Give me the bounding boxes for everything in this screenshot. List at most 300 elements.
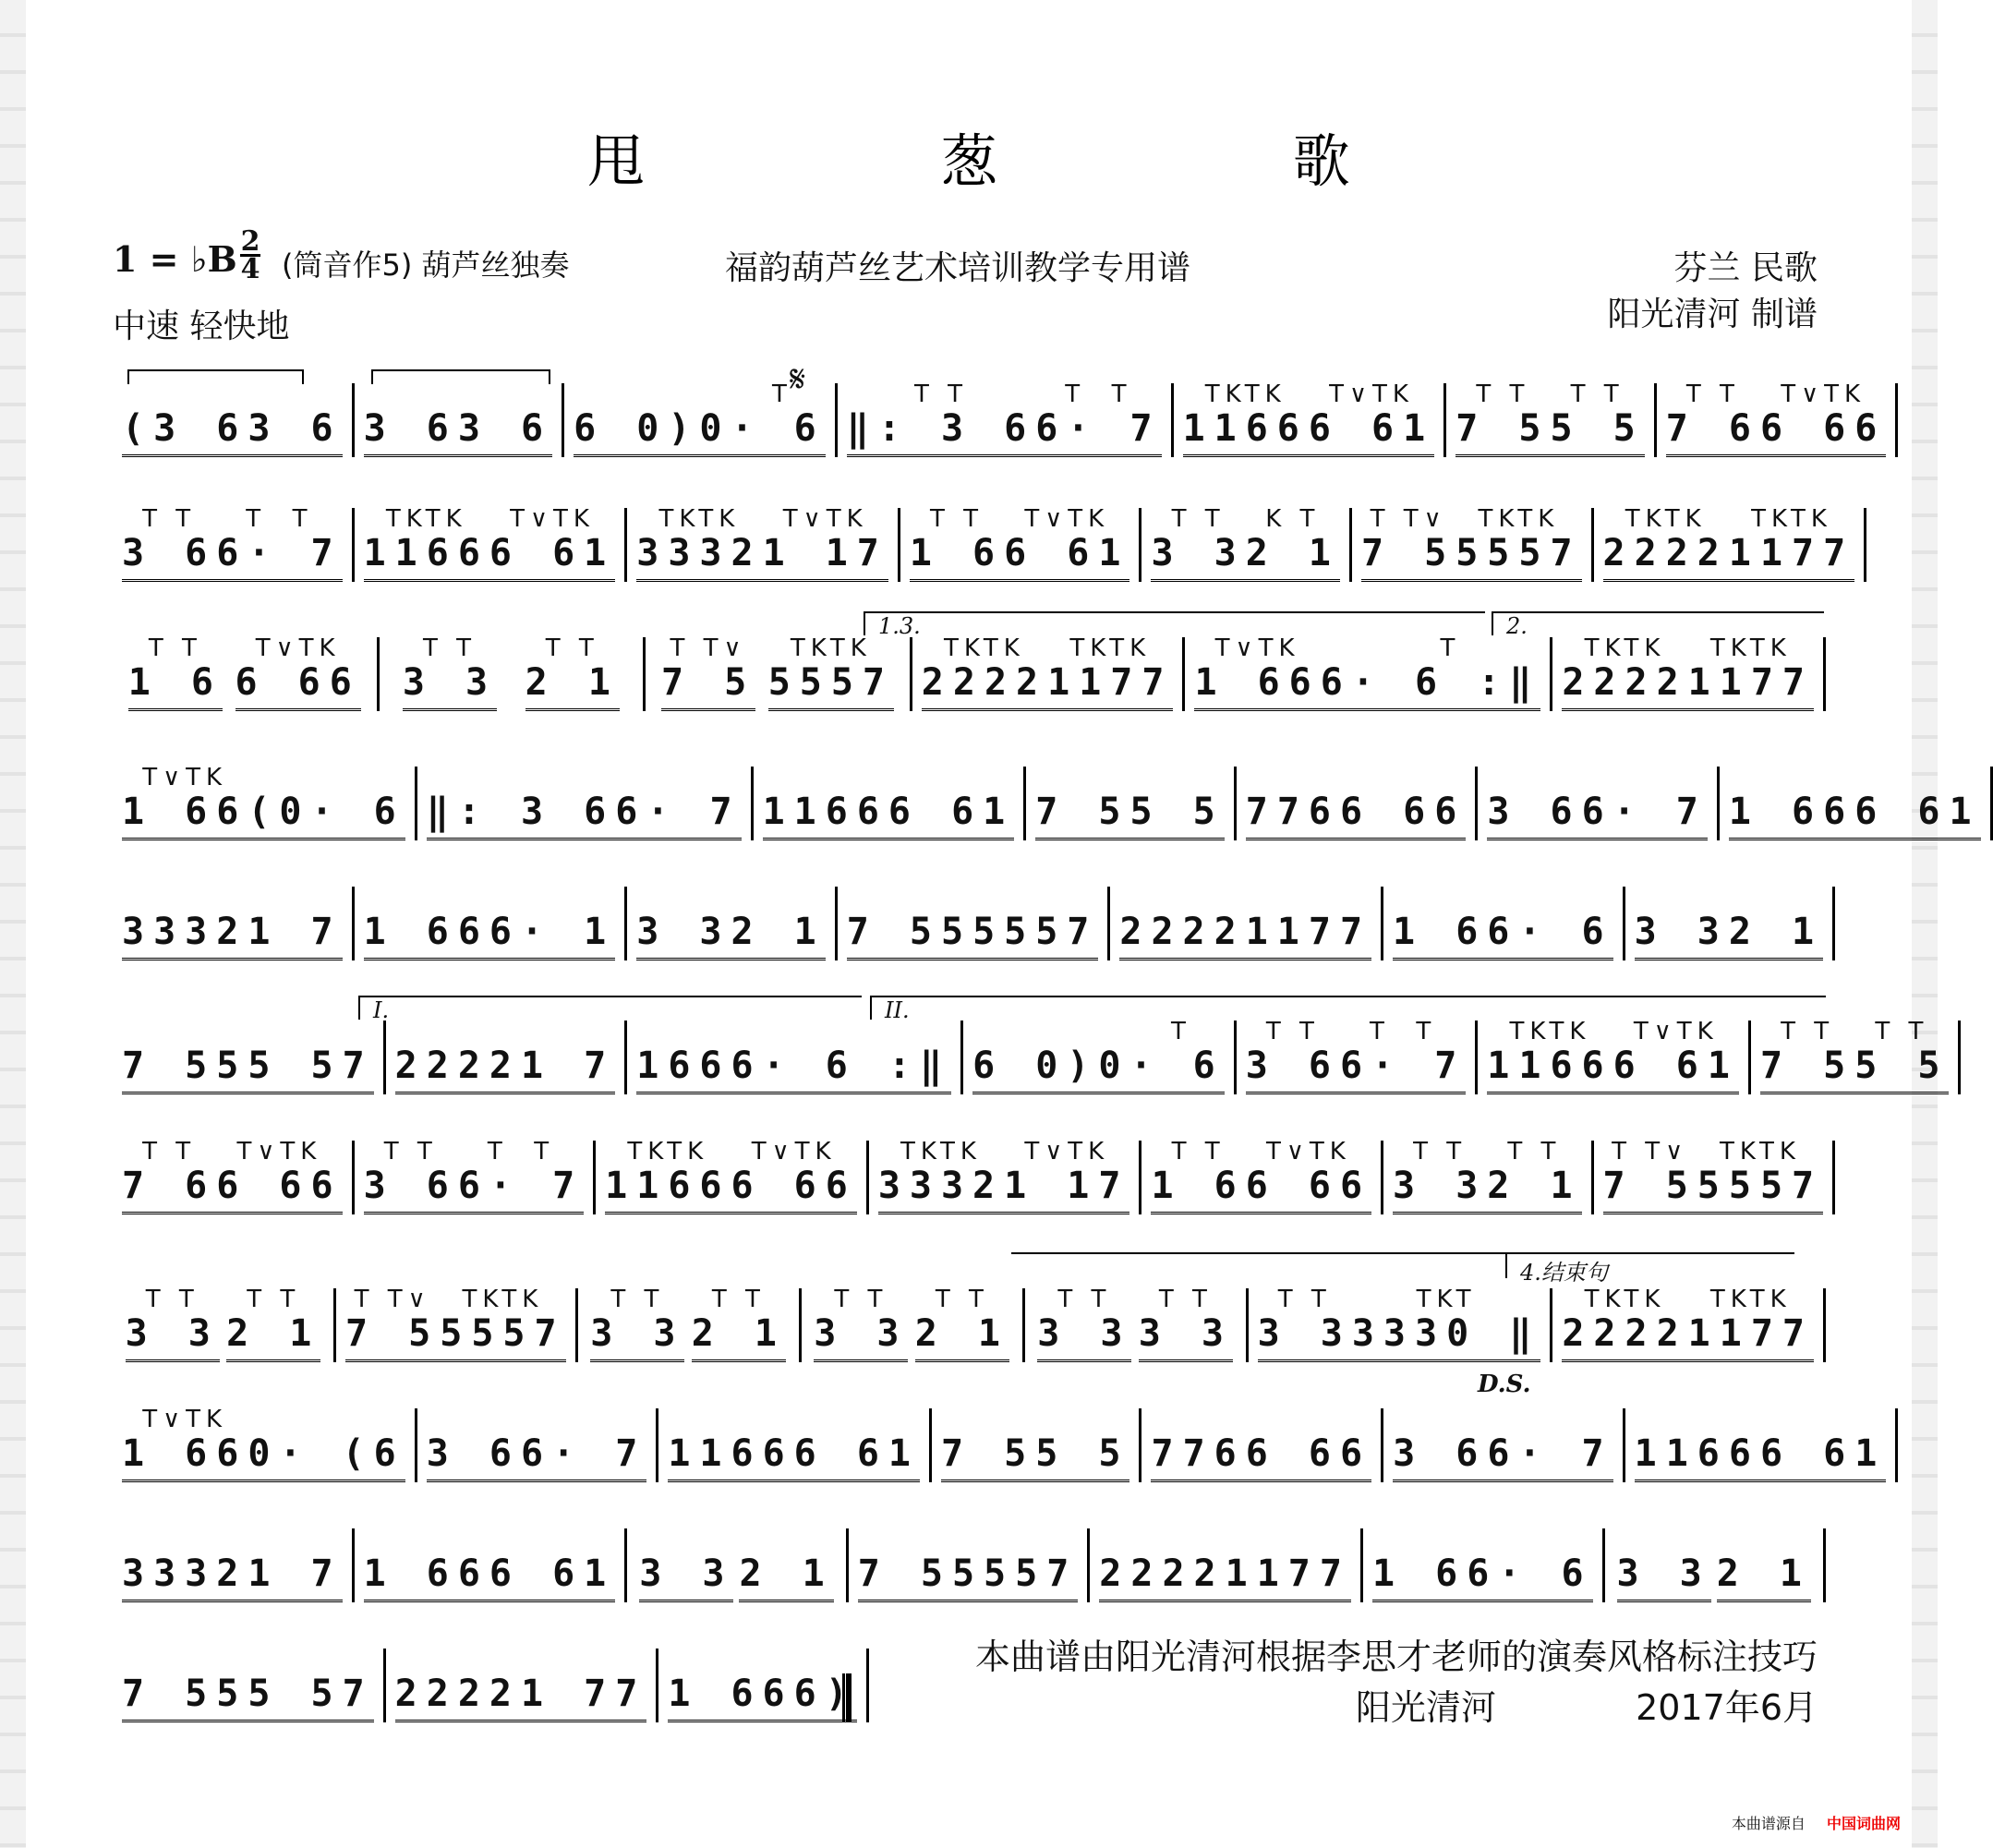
note-group: 6 66 [1246,1166,1371,1214]
beat [395,1018,521,1094]
technique-marks: T∨TK [751,1138,837,1166]
technique-marks: T T [930,505,984,533]
note-group: 2 1 [731,912,825,960]
note-group: 7 5 [1035,791,1129,840]
note-group: 6 61 [1309,408,1434,457]
beat [248,1526,342,1602]
measure [1383,887,1625,960]
footer-date: 2017年6月 [1636,1687,1818,1728]
beat [248,380,342,457]
technique-marks: T T [148,634,202,662]
measure [1657,380,1899,457]
technique-marks: T∨TK [1024,505,1110,533]
volta-4: 4.结束句 [1505,1254,1794,1278]
note-group: 5557 [952,1553,1078,1602]
beat [1047,634,1173,711]
beat [364,505,489,582]
beat [878,1138,1004,1214]
measure [1605,1528,1826,1602]
note-group: 6· 7 [216,533,342,582]
note-group: 1 66 [1194,662,1320,711]
beat [1617,1526,1711,1602]
beat [910,505,1004,582]
note-group: 1 17 [1004,1166,1129,1214]
beat [128,634,223,711]
technique-marks: T T [610,1286,665,1313]
technique-marks: T∨TK [1633,1018,1719,1045]
note-group: 3 3 [1635,912,1729,960]
measure [113,1528,355,1602]
beat [1340,764,1466,840]
volta-1-3: 1.3. [864,611,1485,635]
technique-marks: T T [834,1286,888,1313]
note-group: 1 7 [248,1553,342,1602]
measure [1174,380,1447,457]
technique-marks: T T [913,380,968,408]
volta-II: II. [870,996,1826,1020]
measure [646,634,912,711]
beat [1455,505,1581,582]
note-group: 2 1 [915,1313,1009,1362]
note-group: 6 61 [489,1553,615,1602]
note-group: 6· 6 [1487,912,1613,960]
note-group: 3 3 [814,1313,908,1362]
note-group: 5 57 [248,1673,373,1722]
measure [113,1288,336,1362]
note-group: 1177 [1226,1553,1351,1602]
technique-marks: T T [247,1286,301,1313]
technique-marks: T∨TK [1214,634,1300,662]
beat [1151,1406,1245,1482]
note-group: 3 6 [248,408,342,457]
note-group: 7 55 [122,1673,248,1722]
beat [521,1018,615,1094]
beat [941,1406,1035,1482]
measure [1446,380,1657,457]
key-signature: 1 = ♭B [113,238,237,280]
beat [692,1286,786,1362]
note-group: 1 77 [521,1673,646,1722]
measure [113,887,355,960]
technique-marks: TKTK [900,1138,982,1166]
beat [1099,1526,1225,1602]
beat [763,505,888,582]
beat [636,884,731,960]
measure [113,383,355,457]
note-group: 5557 [1697,1166,1823,1214]
technique-marks: TKTK [790,634,872,662]
measure [1625,887,1836,960]
note-group: 7 55 [122,1045,248,1094]
technique-marks: T T [1875,1018,1929,1045]
beat [489,884,615,960]
note-group: 2 1 [1717,1553,1811,1602]
measure [113,1649,386,1722]
beat [1760,1018,1854,1094]
beat [1151,1138,1245,1214]
beat [440,1286,565,1362]
note-group: 2 1 [739,1553,833,1602]
technique-marks: T T [1507,1138,1562,1166]
note-group: 2 1 [525,662,620,711]
measure [627,1021,963,1094]
measure [849,1528,1091,1602]
beat [216,505,342,582]
note-group: 3 3 [1139,1313,1233,1362]
beat [1717,1526,1811,1602]
note-group: 776 [1246,791,1340,840]
beat [122,1406,248,1482]
technique-marks: T∨TK [255,634,341,662]
beat [122,1526,248,1602]
note-group: 6 66 [731,1166,856,1214]
beat [615,764,741,840]
score-system [113,1630,857,1722]
note-group: 1177 [1688,662,1814,711]
measure [386,1021,628,1094]
technique-marks: T T [142,1138,197,1166]
beat [1487,764,1581,840]
measure [1237,767,1479,840]
note-group: 3 3 [590,1313,684,1362]
note-group: 1 66 [364,912,489,960]
beat [1635,1406,1760,1482]
measure [912,634,1186,711]
beat [1487,1018,1613,1094]
note-group: 1 6 [910,533,1004,582]
composer: 芬兰 民歌 [1673,249,1818,287]
measure [1552,1288,1826,1362]
beat [1666,380,1760,457]
note-group: 3 3 [636,912,731,960]
technique-marks: TKTK [658,505,741,533]
beat [1321,634,1541,711]
technique-marks: T T [1065,380,1132,408]
measure [627,1528,848,1602]
note-group: 6· 7 [521,1433,646,1482]
beat [1129,764,1224,840]
note-group: (0· 6 [248,791,405,840]
beat [489,505,615,582]
technique-marks: T T∨ [1612,1138,1689,1166]
note-group: 7 5 [661,662,755,711]
beat [858,1526,952,1602]
measure [355,1528,628,1602]
beat [1487,1138,1581,1214]
final-barline [842,1673,852,1721]
beat [122,764,248,840]
measure [963,1018,1237,1094]
measure [1594,505,1867,582]
note-group: 3 6 [122,533,216,582]
footer-author: 阳光清河 [1356,1687,1497,1728]
beat [639,1526,733,1602]
technique-marks: K T [1265,505,1321,533]
note-group: 1166 [1635,1433,1760,1482]
technique-marks: T∨TK [1265,1138,1351,1166]
beat [226,1286,320,1362]
beat [605,1138,731,1214]
note-group: 5 5 [1129,791,1224,840]
beat [122,884,248,960]
note-group: 1 66 [364,1553,489,1602]
score-system [113,868,1826,960]
measure [1110,887,1383,960]
technique-marks: TKTK [462,1286,544,1313]
technique-marks: T T [1413,1138,1468,1166]
beat [364,1526,489,1602]
technique-marks: T∨TK [1781,380,1866,408]
note-group: 0· 6 [699,408,825,457]
measure [1025,1288,1249,1362]
measure [627,887,838,960]
beat [1226,1526,1351,1602]
technique-marks: T T [1277,1286,1332,1313]
technique-marks: T∨TK [782,505,868,533]
note-group: 3 3 [1258,1313,1352,1362]
beat [1151,505,1245,582]
intro-phrase-bracket [371,369,550,384]
measure [113,505,355,582]
beat [216,1138,342,1214]
note-group: 3 6 [364,1166,458,1214]
score-system [113,1390,1887,1482]
note-group: 1177 [1047,662,1173,711]
beat [1467,1526,1592,1602]
note-group: 1 7 [248,912,342,960]
note-group: 1177 [1688,1313,1814,1362]
note-group: 3 3 [1617,1553,1711,1602]
measure [113,1021,386,1094]
beat [345,1286,440,1362]
note-group: 7 5 [1455,408,1550,457]
technique-marks: T T [1570,380,1625,408]
measure [355,887,628,960]
note-group: 6 66 [1246,1433,1371,1482]
note-group: 6· 6 :‖ [731,1045,951,1094]
note-group: 6) [794,1673,857,1722]
measure [113,1138,355,1214]
beat [1393,1138,1487,1214]
note-group: 0· (6 [248,1433,405,1482]
beat [1258,1286,1352,1362]
technique-marks: TKTK [1751,505,1832,533]
measure [900,505,1142,582]
note-group: 1 6 [128,662,223,711]
note-group: 2 1 [692,1313,786,1362]
beat [1035,764,1129,840]
technique-marks: T T [711,1286,766,1313]
beat [489,1526,615,1602]
technique-marks: T∨TK [142,1406,228,1433]
note-group: 3 6 [1393,1433,1487,1482]
beat [122,505,216,582]
technique-marks: T T [1265,1018,1320,1045]
measure [380,634,646,711]
beat [248,764,405,840]
beat [395,1646,521,1722]
technique-marks: T T [383,1138,438,1166]
technique-marks: TKTK [1069,634,1152,662]
technique-marks: TKTK [1625,505,1707,533]
beat [1035,1406,1129,1482]
note-group: 3 3 [1151,533,1245,582]
note-group: 3 6 [364,408,458,457]
technique-marks: TKTK [1709,1286,1792,1313]
beat [1037,1286,1131,1362]
beat [248,884,342,960]
note-group: 5 5 [1854,1045,1949,1094]
left-watermark-strip [0,0,26,1848]
technique-marks: T T [1476,380,1530,408]
beat [1246,1138,1371,1214]
note-group: 6 61 [1613,1045,1739,1094]
note-group: 3332 [636,533,762,582]
intro-phrase-bracket [127,369,304,384]
beat [364,1138,458,1214]
beat [1688,634,1814,711]
source-site-link[interactable]: 中国词曲网 [1826,1815,1901,1832]
measure [596,1138,869,1214]
note-group: 1166 [364,533,489,582]
beat [590,1286,684,1362]
technique-marks: T T [1781,1018,1835,1045]
technique-marks: T [1131,1018,1191,1045]
technique-marks: T T∨ [1370,505,1447,533]
note-group: 6· 7 [1035,408,1161,457]
beat [1246,764,1340,840]
note-group: 5557 [440,1313,565,1362]
beat [1004,505,1129,582]
note-group: 1177 [1729,533,1854,582]
note-group: 6 61 [489,533,615,582]
note-group: 3332 [122,1553,248,1602]
note-group: 6 66 [216,1166,342,1214]
beat [794,1406,920,1482]
technique-marks: TKTK [1720,1138,1801,1166]
beat [1246,505,1340,582]
beat [1582,764,1708,840]
beat [1372,1526,1467,1602]
score-title: 甩 葱 歌 [587,127,1489,195]
note-group: 6 61 [1854,791,1980,840]
beat [1550,380,1644,457]
technique-marks: T T [1057,1286,1112,1313]
beat [1183,380,1309,457]
dal-segno: D.S. [1478,1371,1531,1398]
technique-marks: T T [246,505,313,533]
measure [578,1288,802,1362]
beat [1697,1138,1823,1214]
technique-marks: TKTK [944,634,1025,662]
note-group: 1 66 [122,1433,248,1482]
right-watermark-strip [1912,0,1938,1848]
note-group: 6 61 [794,1433,920,1482]
technique-marks: T T [545,634,599,662]
beat [1455,380,1550,457]
beat [1635,884,1729,960]
technique-marks: T∨TK [510,505,595,533]
beat [364,380,458,457]
measure [1552,634,1826,711]
segno-sign: 𝄋 [790,358,806,401]
technique-marks: T T [1171,1138,1226,1166]
measure [386,1649,659,1722]
note-group: 1166 [605,1166,731,1214]
note-group: 6 0) [972,1045,1098,1094]
time-sig-top: 2 [240,225,260,258]
beat [1729,884,1823,960]
school-name: 福韵葫芦丝艺术培训教学专用谱 [725,249,1191,287]
technique-marks: TKTK [1584,1286,1666,1313]
beat [248,1018,373,1094]
note-group: 6 61 [888,791,1014,840]
score-system [113,489,1855,582]
beat [1361,505,1455,582]
measure [417,767,754,840]
note-group: 3 6 [1487,791,1581,840]
note-group: 6 66 [1340,791,1466,840]
note-group: 1 6 [1151,1166,1245,1214]
technique-marks: T T∨ [670,634,747,662]
score-system [113,1122,1826,1214]
measure [355,383,565,457]
beat [814,1286,908,1362]
note-group: 1 6 [1393,912,1487,960]
beat [122,1018,248,1094]
measure [1141,1138,1383,1214]
measure [932,1408,1142,1482]
beat [699,380,825,457]
beat [1119,884,1245,960]
note-group: 7 6 [122,1166,216,1214]
measure [1383,1408,1625,1482]
measure [1352,505,1594,582]
beat [574,380,699,457]
beat [1760,1406,1886,1482]
source-tag [1732,1812,1901,1833]
measure [113,634,380,711]
note-group: 6· 1 [489,912,615,960]
beat [972,1018,1098,1094]
beat [668,1406,793,1482]
note-group: 7 6 [1666,408,1760,457]
technique-marks: TKTK [1584,634,1666,662]
note-group: 166 [636,1045,731,1094]
note-group: 3 6 [1246,1045,1340,1094]
beat [952,1526,1078,1602]
measure [1625,1408,1899,1482]
beat [427,764,616,840]
note-group: 1166 [1183,408,1309,457]
beat [126,1286,220,1362]
technique-marks: T T [1369,1018,1437,1045]
beat [458,380,552,457]
note-group: 3 6 [458,408,552,457]
measure [1141,1408,1383,1482]
note-group: 7 5 [858,1553,952,1602]
note-group: 3 3 [403,662,497,711]
note-group: 2222 [1562,662,1687,711]
note-group: 6· 7 [1340,1045,1466,1094]
note-group: 6· 7 [1487,1433,1613,1482]
measure [838,380,1174,457]
beat [525,634,620,711]
beat [972,884,1098,960]
technique-marks: T T [1158,1286,1213,1313]
technique-marks: T T [1685,380,1740,408]
note-group: 1166 [1487,1045,1613,1094]
